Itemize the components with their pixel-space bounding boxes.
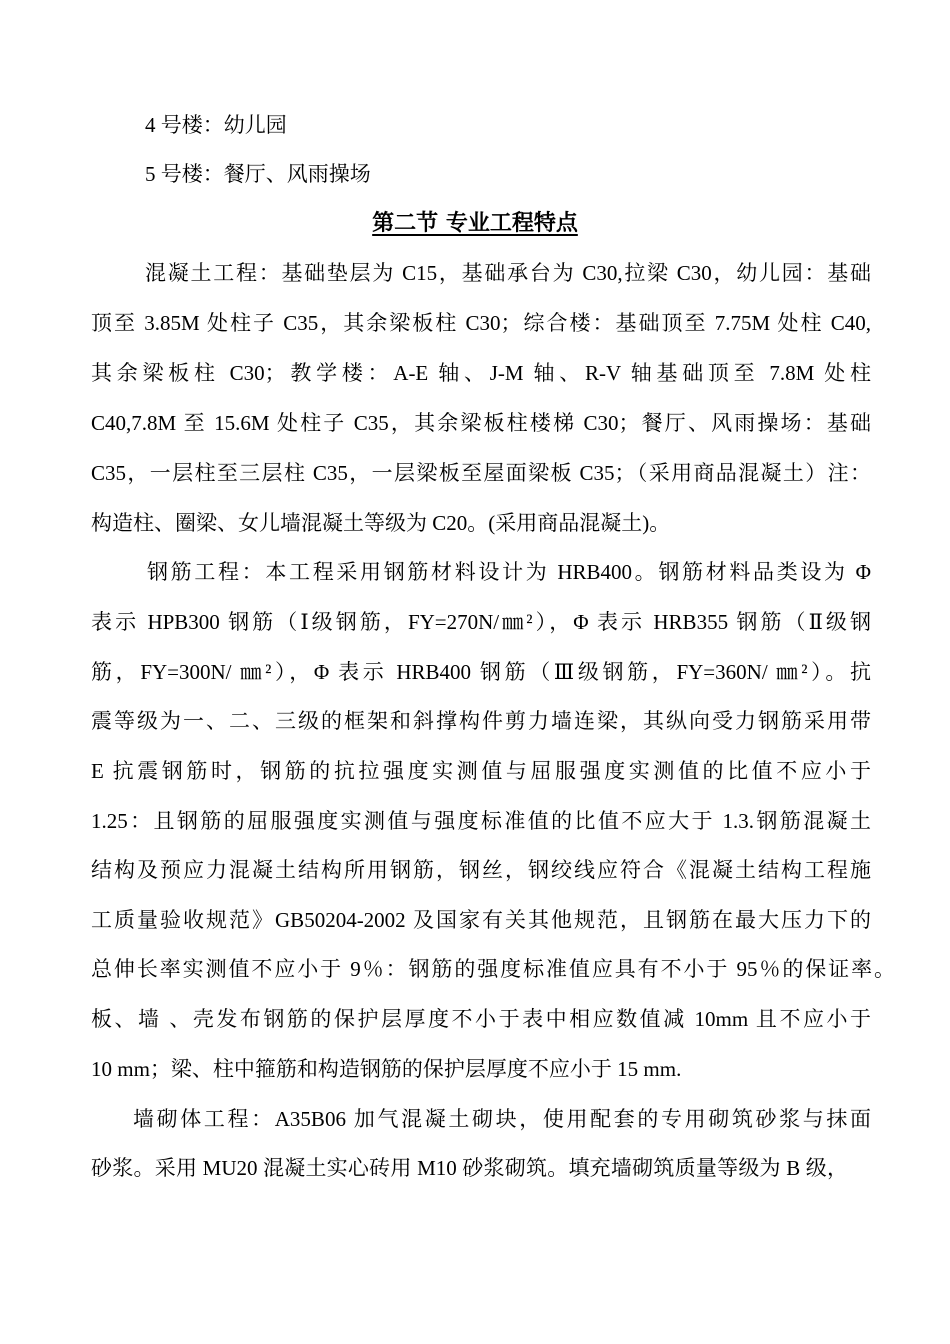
rebar-line-8: 工质量验收规范》GB50204-2002 及国家有关其他规范，且钢筋在最大压力下的: [91, 908, 871, 932]
concrete-line-4: C40,7.8M 至 15.6M 处柱子 C35，其余梁板柱楼梯 C30；餐厅、风雨操场：基础: [91, 411, 871, 435]
rebar-line-5: E 抗震钢筋时，钢筋的抗拉强度实测值与屈服强度实测值的比值不应小于: [91, 759, 871, 783]
rebar-line-1: 钢筋工程：本工程采用钢筋材料设计为 HRB400。钢筋材料品类设为 Φ: [147, 560, 871, 584]
section-heading: 第二节 专业工程特点: [372, 211, 578, 236]
building-4-line: 4 号楼：幼儿园: [145, 113, 287, 137]
rebar-line-10: 板、墙 、壳发布钢筋的保护层厚度不小于表中相应数值减 10mm 且不应小于: [91, 1007, 871, 1031]
rebar-line-9: 总伸长率实测值不应小于 9％：钢筋的强度标准值应具有不小于 95％的保证率。: [91, 957, 895, 981]
masonry-line-1: 墙砌体工程：A35B06 加气混凝土砌块，使用配套的专用砌筑砂浆与抹面: [133, 1107, 871, 1131]
concrete-line-5: C35，一层柱至三层柱 C35，一层梁板至屋面梁板 C35；（采用商品混凝土）注：: [91, 461, 871, 485]
rebar-line-6: 1.25：且钢筋的屈服强度实测值与强度标准值的比值不应大于 1.3.钢筋混凝土: [91, 809, 871, 833]
masonry-line-2: 砂浆。采用 MU20 混凝土实心砖用 M10 砂浆砌筑。填充墙砌筑质量等级为 B 级，: [91, 1156, 848, 1180]
concrete-line-3: 其余梁板柱 C30；教学楼：A-E 轴、J-M 轴、R-V 轴基础顶至 7.8M 处柱: [91, 361, 871, 385]
concrete-line-6: 构造柱、圈梁、女儿墙混凝土等级为 C20。(采用商品混凝土)。: [91, 511, 671, 535]
concrete-line-2: 顶至 3.85M 处柱子 C35，其余梁板柱 C30；综合楼：基础顶至 7.75M 处柱 C40,: [91, 311, 871, 335]
rebar-line-3: 筋，FY=300N/ ㎜²），Φ 表示 HRB400 钢筋（Ⅲ级钢筋，FY=360N/ ㎜²）。抗: [91, 660, 871, 684]
rebar-line-2: 表示 HPB300 钢筋（Ⅰ级钢筋，FY=270N/㎜²），Φ 表示 HRB355 钢筋（Ⅱ级钢: [91, 610, 871, 634]
rebar-line-7: 结构及预应力混凝土结构所用钢筋，钢丝，钢绞线应符合《混凝土结构工程施: [91, 858, 871, 882]
rebar-line-11: 10 mm；梁、柱中箍筋和构造钢筋的保护层厚度不应小于 15 mm.: [91, 1057, 682, 1081]
rebar-line-4: 震等级为一、二、三级的框架和斜撑构件剪力墙连梁，其纵向受力钢筋采用带: [91, 709, 871, 733]
building-5-line: 5 号楼：餐厅、风雨操场: [145, 162, 371, 186]
concrete-line-1: 混凝土工程：基础垫层为 C15，基础承台为 C30,拉梁 C30，幼儿园：基础: [145, 261, 871, 285]
